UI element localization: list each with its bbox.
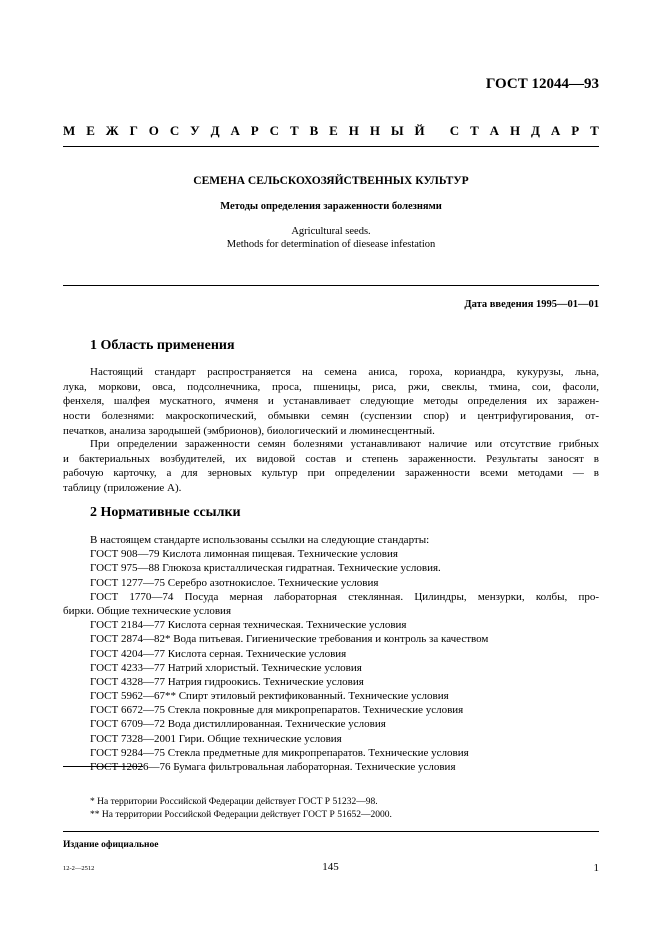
footnote-separator	[63, 766, 143, 767]
english-title-line: Methods for determination of diesease infestation	[226, 239, 436, 250]
introduction-date: Дата введения 1995—01—01	[464, 299, 599, 310]
text-line: Настоящий стандарт распространяется на семена аниса, гороха, кориандра, кукурузы, льна,	[90, 366, 599, 378]
banner-letter: Й	[414, 123, 425, 138]
reference-item: ГОСТ 2184—77 Кислота серная техническая. Технические условия	[90, 619, 407, 632]
reference-item: ГОСТ 908—79 Кислота лимонная пищевая. Технические условия	[90, 548, 398, 561]
banner-letter: В	[309, 123, 319, 138]
banner-letter: Ы	[390, 123, 404, 138]
banner-letter: Д	[210, 123, 220, 138]
banner-letter: Т	[470, 123, 479, 138]
document-subtitle: Методы определения зараженности болезнями	[220, 201, 442, 212]
reference-item: ГОСТ 5962—67** Спирт этиловый ректификованный. Технические условия	[90, 690, 449, 703]
document-code: ГОСТ 12044—93	[485, 76, 599, 92]
english-title-line: Agricultural seeds.	[291, 226, 371, 237]
banner-letter: А	[550, 123, 561, 138]
section-heading-scope: 1 Область применения	[90, 338, 235, 353]
footnote: ** На территории Российской Федерации действует ГОСТ Р 51652—2000.	[90, 810, 392, 820]
reference-item: ГОСТ 975—88 Глюкоза кристаллическая гидратная. Технические условия.	[90, 562, 441, 575]
reference-item: ГОСТ 4233—77 Натрий хлористый. Технические условия	[90, 661, 362, 674]
banner-letter: Т	[590, 123, 599, 138]
banner-letter: С	[269, 123, 280, 138]
scope-paragraph-2	[63, 437, 599, 496]
text-line: печатков, анализа зародышей (эмбрионов), биологический и люминесцентный.	[63, 424, 435, 437]
banner-letter: С	[449, 123, 460, 138]
reference-item-continuation: бирки. Общие технические условия	[63, 604, 232, 617]
banner-letter: Д	[531, 123, 540, 138]
sheet-number: 1	[593, 862, 599, 874]
reference-item: ГОСТ 9284—75 Стекла предметные для микропрепаратов. Технические условия	[90, 746, 469, 759]
reference-item: ГОСТ 1277—75 Серебро азотнокислое. Технические условия	[90, 576, 379, 589]
edition-label: Издание официальное	[63, 840, 159, 850]
document-title: СЕМЕНА СЕЛЬСКОХОЗЯЙСТВЕННЫХ КУЛЬТУР	[193, 175, 469, 187]
references-list	[63, 533, 599, 774]
banner-letter: Н	[369, 123, 380, 138]
reference-item: ГОСТ 7328—2001 Гири. Общие технические условия	[90, 732, 342, 745]
text-line: фенхеля, шалфея мускатного, ячменя и устанавливает следующие методы определения их заражен-	[63, 395, 599, 408]
header-rule	[63, 146, 599, 147]
banner-letter: Р	[571, 123, 580, 138]
footer-rule	[63, 831, 599, 832]
section-heading-references: 2 Нормативные ссылки	[90, 505, 241, 520]
banner-letter: Е	[329, 123, 338, 138]
reference-item: ГОСТ 2874—82* Вода питьевая. Гигиенические требования и контроль за качеством	[90, 633, 489, 646]
print-code: 12-2—2512	[63, 865, 95, 872]
reference-item: ГОСТ 6672—75 Стекла покровные для микропрепаратов. Технические условия	[90, 704, 464, 717]
text-line: таблицу (приложение А).	[63, 482, 182, 495]
banner-letter: Ж	[105, 123, 119, 138]
text-line: При определении зараженности семян болезнями устанавливают наличие или отсутствие грибных	[90, 438, 599, 450]
text-line: лука, моркови, овса, подсолнечника, проса, пшеницы, риса, ржи, свеклы, тмина, сои, фасоли,	[63, 380, 599, 393]
reference-item: ГОСТ 6709—72 Вода дистиллированная. Технические условия	[90, 718, 386, 731]
banner-letter: А	[230, 123, 240, 138]
text-line: и бактериальных возбудителей, их видовой состав и степень зараженности. Результаты заносят в	[63, 452, 599, 465]
banner-letter: Р	[250, 123, 259, 138]
standard-banner	[63, 123, 599, 139]
banner-letter: О	[148, 123, 159, 138]
banner-letter: Н	[509, 123, 521, 138]
banner-letter: А	[489, 123, 500, 138]
reference-item: ГОСТ 4204—77 Кислота серная. Технические условия	[90, 647, 347, 660]
text-line: ности болезнями: макроскопический, обмывки семян (суспензии спор) и центрифугирования, от-	[63, 410, 599, 423]
banner-gap	[436, 123, 439, 139]
banner-letter: Е	[86, 123, 95, 138]
banner-letter: С	[169, 123, 180, 138]
title-rule	[63, 285, 599, 286]
banner-letter: Н	[348, 123, 359, 138]
text-line: рабочую карточку, а для зерновых культур при определении зараженности всеми методами — в	[63, 467, 599, 480]
banner-letter: М	[63, 123, 76, 138]
page-number: 145	[322, 861, 339, 873]
references-intro: В настоящем стандарте использованы ссылки на следующие стандарты:	[90, 534, 430, 546]
reference-item: ГОСТ 12026—76 Бумага фильтровальная лабораторная. Технические условия	[90, 761, 456, 773]
banner-letter: У	[190, 123, 200, 138]
scope-paragraph-1	[63, 365, 599, 438]
banner-letter: Т	[289, 123, 299, 138]
reference-item: ГОСТ 1770—74 Посуда мерная лабораторная стеклянная. Цилиндры, мензурки, колбы, про-	[90, 590, 599, 603]
footnote: * На территории Российской Федерации действует ГОСТ Р 51232—98.	[90, 797, 378, 807]
english-title	[63, 225, 599, 251]
reference-item: ГОСТ 4328—77 Натрия гидроокись. Технические условия	[90, 675, 364, 688]
banner-letter: Г	[129, 123, 138, 138]
